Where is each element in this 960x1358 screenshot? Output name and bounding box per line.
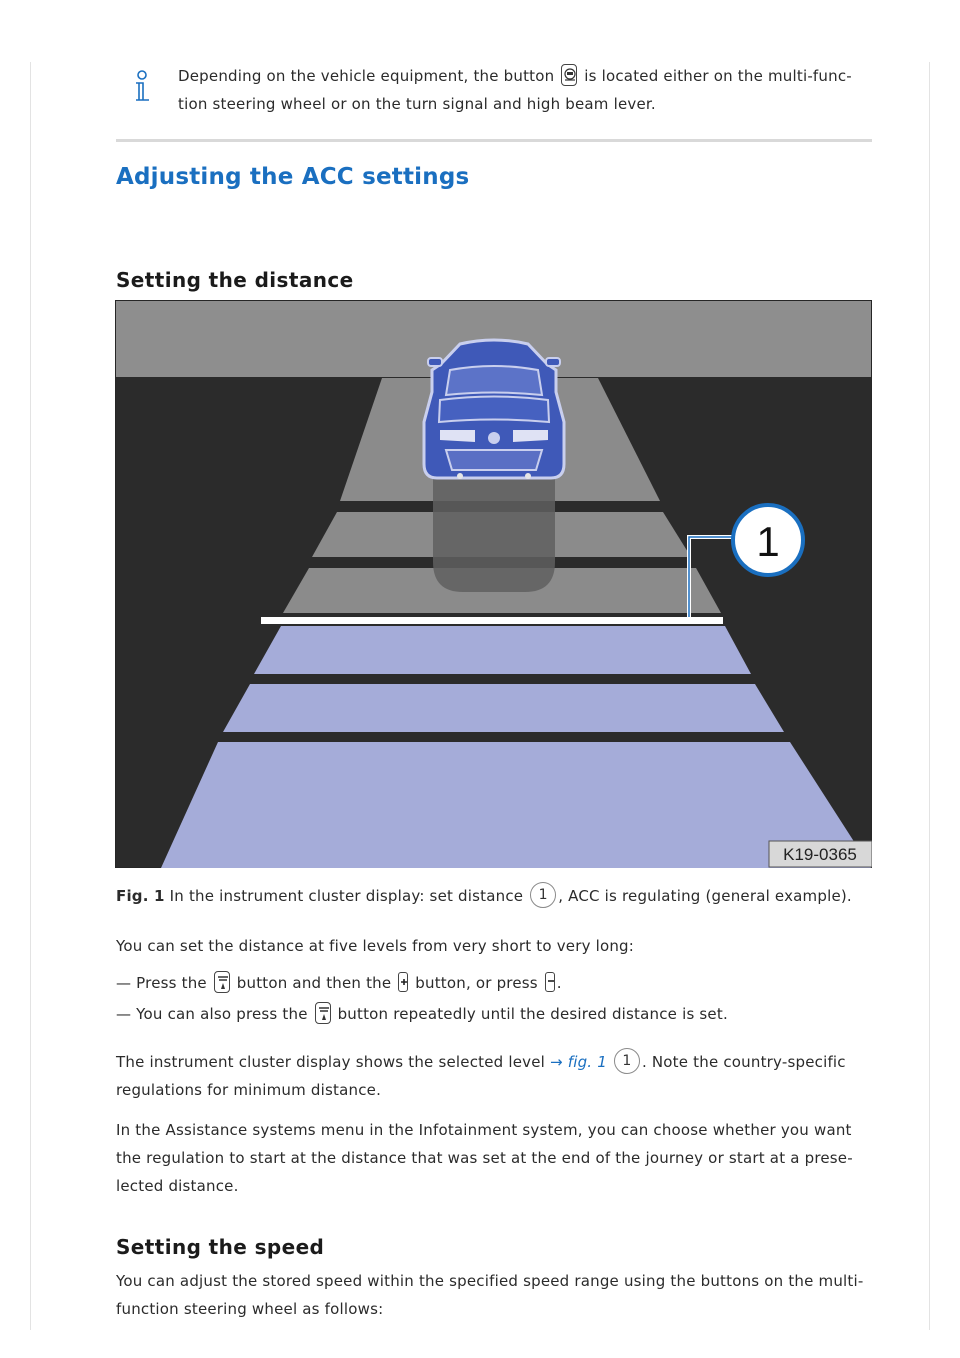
road-segment-5: [223, 684, 784, 732]
plus-button-icon: [398, 972, 408, 992]
p3-line3: lected distance.: [116, 1177, 239, 1195]
subsection-title-distance: Setting the distance: [116, 268, 354, 292]
bullet1-text-d: .: [556, 974, 562, 992]
p4-line2: function steering wheel as follows:: [116, 1300, 384, 1318]
distance-display-figure: [115, 300, 872, 868]
bullet-dash: —: [116, 974, 132, 992]
caption-text-end: , ACC is regulating (general example).: [558, 887, 852, 905]
paragraph-assistance-menu: [116, 1116, 872, 1200]
section-title: Adjusting the ACC settings: [116, 164, 470, 190]
p2-line2: regulations for minimum distance.: [116, 1081, 382, 1099]
car-shadow: [433, 478, 555, 592]
figure-reference-link[interactable]: fig. 1: [567, 1053, 607, 1071]
bullet2-text-b: button repeatedly until the desired distance is set.: [337, 1005, 728, 1023]
page-margin-line-left: [30, 62, 31, 1330]
svg-text:1: 1: [756, 518, 780, 565]
figure-caption: [116, 882, 876, 910]
caption-label: Fig. 1: [116, 887, 165, 905]
set-distance-line: [261, 617, 723, 624]
p2-text-a: The instrument cluster display shows the selected level: [116, 1053, 546, 1071]
bullet-press-repeatedly: [116, 1000, 872, 1028]
minus-button-icon: [545, 972, 555, 992]
note-line2: tion steering wheel or on the turn signal and high beam lever.: [178, 95, 656, 113]
note-line1-start: Depending on the vehicle equipment, the button: [178, 67, 555, 85]
info-icon: [132, 70, 152, 104]
paragraph-display-level: [116, 1048, 872, 1104]
distance-button-icon: [315, 1002, 331, 1024]
paragraph-distance-levels: You can set the distance at five levels from very short to very long:: [116, 937, 635, 955]
vehicle-icon: [424, 340, 564, 479]
bullet2-text-a: You can also press the: [136, 1005, 308, 1023]
page-margin-line-right: [929, 62, 930, 1330]
distance-button-icon: [214, 971, 230, 993]
p2-callout: 1: [614, 1048, 640, 1074]
bullet1-text-b: button and then the: [236, 974, 392, 992]
p3-line1: In the Assistance systems menu in the Infotainment system, you can choose whether you want: [116, 1121, 852, 1139]
paragraph-speed: [116, 1267, 872, 1323]
p4-line1: You can adjust the stored speed within the specified speed range using the buttons on the multi-: [116, 1272, 864, 1290]
bullet1-text-a: Press the: [136, 974, 207, 992]
bullet-dash: —: [116, 1005, 132, 1023]
note-text: [178, 62, 878, 118]
subsection-title-speed: Setting the speed: [116, 1235, 325, 1259]
road-segment-6: [161, 742, 871, 868]
caption-text-start: In the instrument cluster display: set distance: [169, 887, 524, 905]
bullet-press-buttons: [116, 969, 872, 997]
bullet1-text-c: button, or press: [415, 974, 538, 992]
acc-button-icon: [561, 64, 577, 86]
p3-line2: the regulation to start at the distance that was set at the end of the journey or start at a prese-: [116, 1149, 853, 1167]
separator: [116, 139, 872, 142]
p2-text-b: . Note the country-specific: [641, 1053, 846, 1071]
note-line1-end: is located either on the multi-func-: [584, 67, 852, 85]
figure-callout-1: [733, 505, 803, 575]
road-segment-4: [254, 626, 751, 674]
arrow-icon: →: [549, 1053, 563, 1071]
caption-callout: 1: [530, 882, 556, 908]
info-note: [116, 62, 872, 118]
figure-code: K19-0365: [783, 845, 857, 864]
